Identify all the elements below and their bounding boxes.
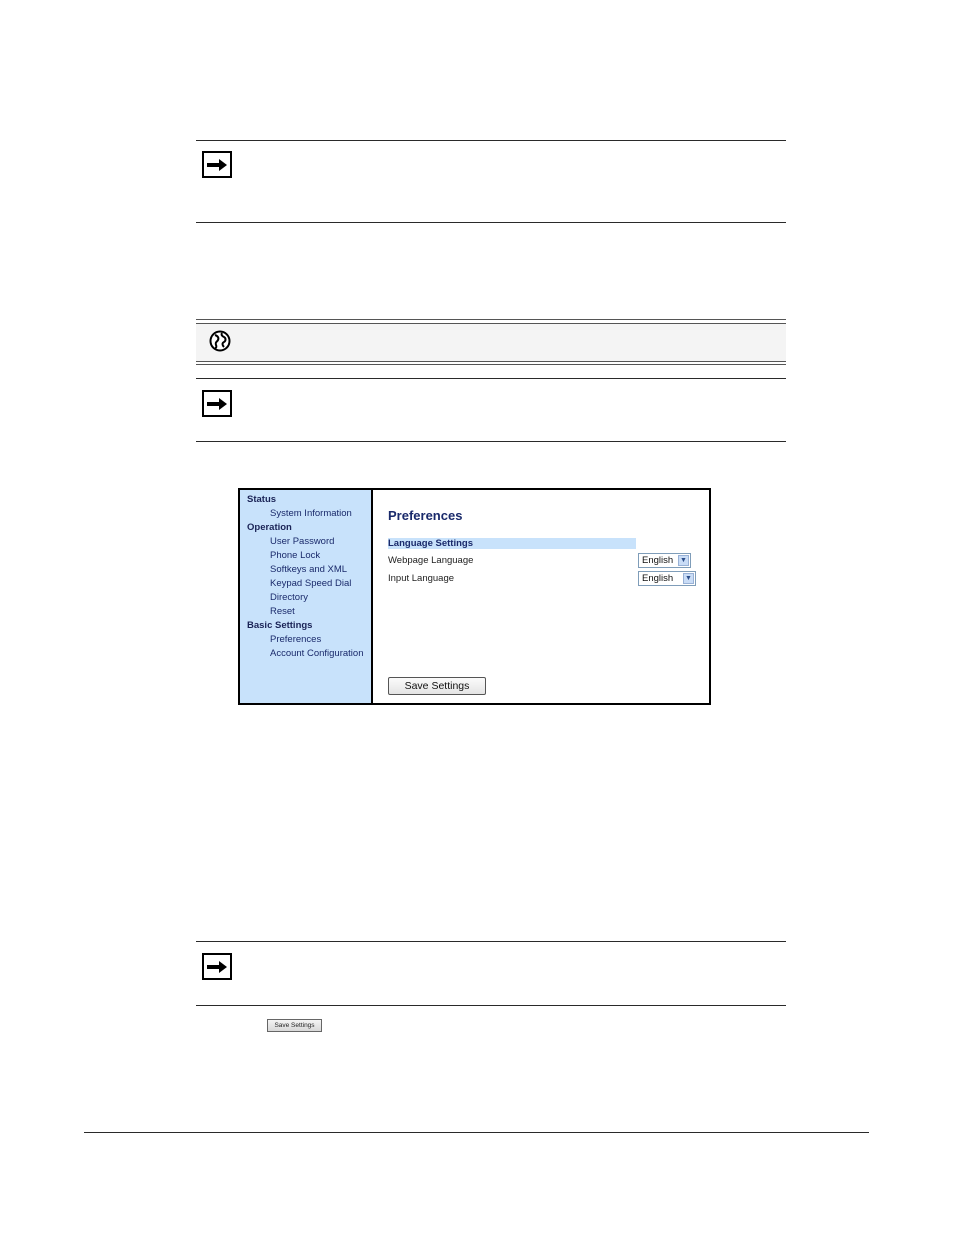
sidebar-item-reset[interactable]: Reset	[270, 606, 295, 617]
globe-band-rule-top	[196, 319, 786, 320]
input-language-label: Input Language	[388, 573, 455, 584]
chevron-down-icon: ▼	[678, 555, 689, 566]
note-rule-bottom	[196, 441, 786, 442]
web-ui-screenshot	[238, 488, 711, 705]
globe-band	[196, 323, 786, 362]
page-title: Preferences	[388, 508, 463, 523]
webpage-language-label: Webpage Language	[388, 555, 474, 566]
chevron-down-icon: ▼	[683, 573, 694, 584]
sidebar-item-phone-lock[interactable]: Phone Lock	[270, 550, 321, 561]
arrow-right-icon	[202, 953, 232, 980]
sidebar-item-system-information[interactable]: System Information	[270, 508, 352, 519]
sidebar-item-account-configuration[interactable]: Account Configuration	[270, 648, 364, 659]
save-settings-button[interactable]: Save Settings	[388, 677, 486, 695]
sidebar-item-basic-settings[interactable]: Basic Settings	[247, 620, 313, 631]
webpage-language-select[interactable]	[638, 553, 691, 568]
footer-rule	[84, 1132, 869, 1133]
sidebar-item-operation[interactable]: Operation	[247, 522, 292, 533]
sidebar-nav	[240, 490, 373, 703]
section-header-language-settings: Language Settings	[388, 538, 636, 549]
sidebar-item-directory[interactable]: Directory	[270, 592, 309, 603]
sidebar-item-user-password[interactable]: User Password	[270, 536, 335, 547]
save-settings-inline-button[interactable]: Save Settings	[267, 1019, 322, 1032]
note-rule-bottom	[196, 222, 786, 223]
globe-band-rule-bottom	[196, 364, 786, 365]
sidebar-item-status[interactable]: Status	[247, 494, 277, 505]
arrow-right-icon	[202, 151, 232, 178]
sidebar-item-preferences[interactable]: Preferences	[270, 634, 322, 645]
preferences-panel	[373, 490, 709, 703]
input-language-select[interactable]	[638, 571, 696, 586]
note-rule-top	[196, 941, 786, 942]
sidebar-item-softkeys-and-xml[interactable]: Softkeys and XML	[270, 564, 348, 575]
sidebar-item-keypad-speed-dial[interactable]: Keypad Speed Dial	[270, 578, 352, 589]
input-language-value: English	[642, 573, 674, 584]
arrow-right-icon	[202, 390, 232, 417]
note-rule-top	[196, 378, 786, 379]
note-rule-top	[196, 140, 786, 141]
globe-icon	[209, 330, 231, 352]
note-rule-bottom	[196, 1005, 786, 1006]
webpage-language-value: English	[642, 555, 674, 566]
